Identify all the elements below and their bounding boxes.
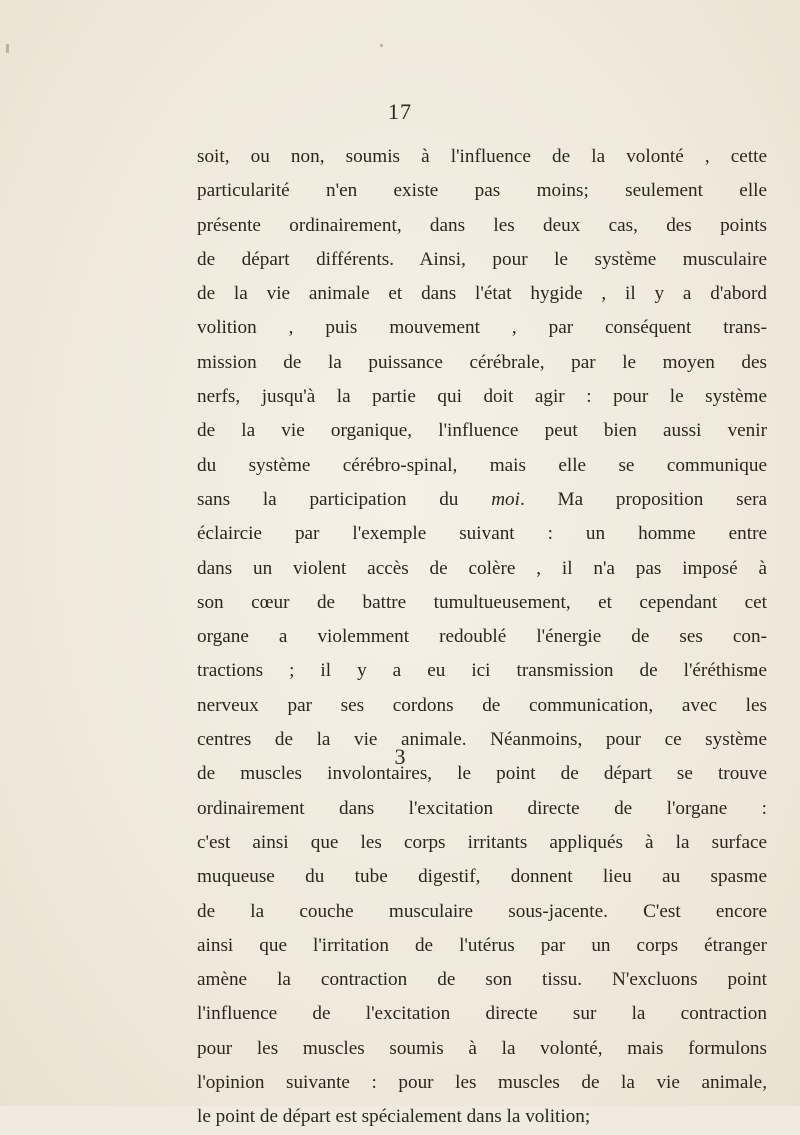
text-line: muqueuse du tube digestif, donnent lieu au spasme	[197, 866, 767, 888]
text-line: particularité n'en existe pas moins; seulement elle	[197, 180, 767, 202]
text-line: de départ différents. Ainsi, pour le système musculaire	[197, 248, 767, 270]
text-line: de muscles involontaires, le point de départ se trouve	[197, 763, 767, 785]
text-line: l'opinion suivante : pour les muscles de la vie animale,	[197, 1072, 767, 1094]
text-line-with-italic: sans la participation du moi. Ma proposition sera	[197, 488, 767, 510]
text-line: le point de départ est spécialement dans la volition;	[197, 1106, 591, 1128]
text-line: centres de la vie animale. Néanmoins, pour ce système	[197, 729, 767, 751]
paper-speck	[380, 44, 383, 47]
text-line: soit, ou non, soumis à l'influence de la volonté , cette	[197, 146, 767, 167]
text-line: de la vie animale et dans l'état hygide , il y a d'abord	[197, 283, 767, 305]
italic-word: moi	[491, 488, 520, 510]
body-text	[197, 140, 767, 1135]
text-line: mission de la puissance cérébrale, par le moyen des	[197, 351, 767, 373]
text-line: dans un violent accès de colère , il n'a pas imposé à	[197, 557, 767, 579]
text-line: de la couche musculaire sous-jacente. C'est encore	[197, 900, 767, 922]
text-line: ordinairement dans l'excitation directe de l'organe :	[197, 797, 767, 819]
text-line: présente ordinairement, dans les deux cas, des points	[197, 214, 767, 236]
signature-mark: 3	[394, 744, 406, 769]
text-line: volition , puis mouvement , par conséquent trans-	[197, 317, 767, 339]
text-line: éclaircie par l'exemple suivant : un homme entre	[197, 523, 767, 545]
paper-speck	[6, 44, 9, 53]
text-line: son cœur de battre tumultueusement, et cependant cet	[197, 591, 767, 613]
text-line: de la vie organique, l'influence peut bien aussi venir	[197, 420, 767, 442]
text-line: nerfs, jusqu'à la partie qui doit agir : pour le système	[197, 386, 767, 408]
text-line: ainsi que l'irritation de l'utérus par un corps étranger	[197, 934, 767, 956]
text-line: nerveux par ses cordons de communication, avec les	[197, 694, 767, 716]
text-line: tractions ; il y a eu ici transmission de l'éréthisme	[197, 660, 767, 682]
text-line: c'est ainsi que les corps irritants appliqués à la surface	[197, 831, 767, 853]
text-line: pour les muscles soumis à la volonté, mais formulons	[197, 1037, 767, 1059]
text-line: l'influence de l'excitation directe sur la contraction	[197, 1003, 767, 1025]
text-line: organe a violemment redoublé l'énergie de ses con-	[197, 626, 767, 648]
page-number: 17	[388, 99, 412, 124]
text-line: du système cérébro-spinal, mais elle se communique	[197, 454, 767, 476]
text-line: amène la contraction de son tissu. N'excluons point	[197, 969, 767, 991]
